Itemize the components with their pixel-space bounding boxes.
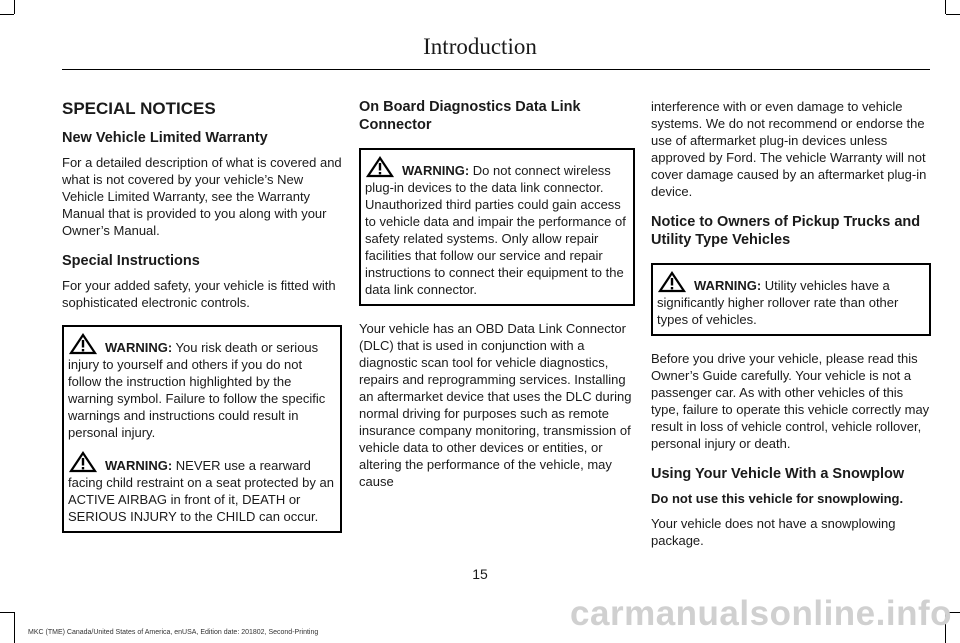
warning-box [651,263,931,336]
obd-heading: On Board Diagnostics Data Link Connector [359,99,581,133]
warning-paragraph [657,271,925,328]
column-right [651,98,931,562]
warning-label: WARNING: [694,278,762,293]
crop-mark [945,0,946,14]
page-number: 15 [472,566,488,582]
section-title: SPECIAL NOTICES [62,99,216,118]
warning-triangle-icon [365,156,399,178]
snowplow-paragraph: Your vehicle does not have a snowplowing package. [651,516,896,548]
warning-triangle-icon [68,451,102,473]
warning-text: Do not connect wireless plug-in devices to the data link connector. Unauthorized third parties could gain access to vehicle data and impair the performance of safety related systems. Only allow repair facilities that follow our service and repair instructions to connect their equipment to the data link connector. [365,163,626,297]
column-middle [359,98,635,503]
column-left [62,98,342,547]
watermark: carmanualsonline.info [570,594,952,633]
warranty-paragraph: For a detailed description of what is covered and what is not covered by your vehicle’s New Vehicle Limited Warranty, see the Warranty Manual that is provided to you along with your Owner’s Manual. [62,155,342,238]
page-header-title: Introduction [423,34,537,59]
warning-paragraph [68,451,336,525]
special-instructions-paragraph: For your added safety, your vehicle is fitted with sophisticated electronic controls. [62,278,336,310]
continued-paragraph: interference with or even damage to vehicle systems. We do not recommend or endorse the use of aftermarket plug-in devices unless approved by Ford. The vehicle Warranty will not cover damage caused by an aftermarket plug-in device. [651,99,927,199]
warning-label: WARNING: [105,340,173,355]
snowplow-heading: Using Your Vehicle With a Snowplow [651,466,905,482]
warning-paragraph [365,156,629,298]
warning-text: Utility vehicles have a significantly higher rollover rate than other types of vehicles. [657,278,899,327]
crop-mark [0,14,14,15]
edition-footer: MKC (TME) Canada/United States of America, enUSA, Edition date: 201802, Second-Printing [28,629,319,636]
warning-box [359,148,635,306]
snowplow-bold-notice: Do not use this vehicle for snowplowing. [651,491,904,506]
warning-text: NEVER use a rearward facing child restraint on a seat protected by an ACTIVE AIRBAG in front of it, DEATH or SERIOUS INJURY to the CHILD can occur. [68,458,334,524]
special-instructions-heading: Special Instructions [62,253,200,269]
crop-mark [946,14,960,15]
warranty-heading: New Vehicle Limited Warranty [62,130,268,146]
warning-label: WARNING: [105,458,173,473]
crop-mark [14,0,15,14]
obd-paragraph: Your vehicle has an OBD Data Link Connector (DLC) that is used in conjunction with a diagnostic scan tool for vehicle diagnostics, repairs and reprogramming services. Installing an aftermarket device that uses the DLC during normal driving for purposes such as remote insurance company monitoring, transmission of vehicle data to other devices or entities, or altering the performance of the vehicle, may cause [359,321,632,489]
warning-paragraph [68,333,336,441]
crop-mark [14,612,15,643]
header-divider [62,69,930,70]
crop-mark [0,612,14,613]
pickup-paragraph: Before you drive your vehicle, please read this Owner’s Guide carefully. Your vehicle is not a passenger car. As with other vehicles of this type, failure to operate this vehicle correctly may result in loss of vehicle control, vehicle rollover, personal injury or death. [651,351,930,451]
pickup-heading: Notice to Owners of Pickup Trucks and Utility Type Vehicles [651,214,921,248]
warning-box [62,325,342,533]
warning-text: You risk death or serious injury to yourself and others if you do not follow the instruction highlighted by the warning symbol. Failure to follow the specific warnings and instructions could result in personal injury. [68,340,326,440]
warning-triangle-icon [657,271,691,293]
warning-triangle-icon [68,333,102,355]
warning-label: WARNING: [402,163,470,178]
